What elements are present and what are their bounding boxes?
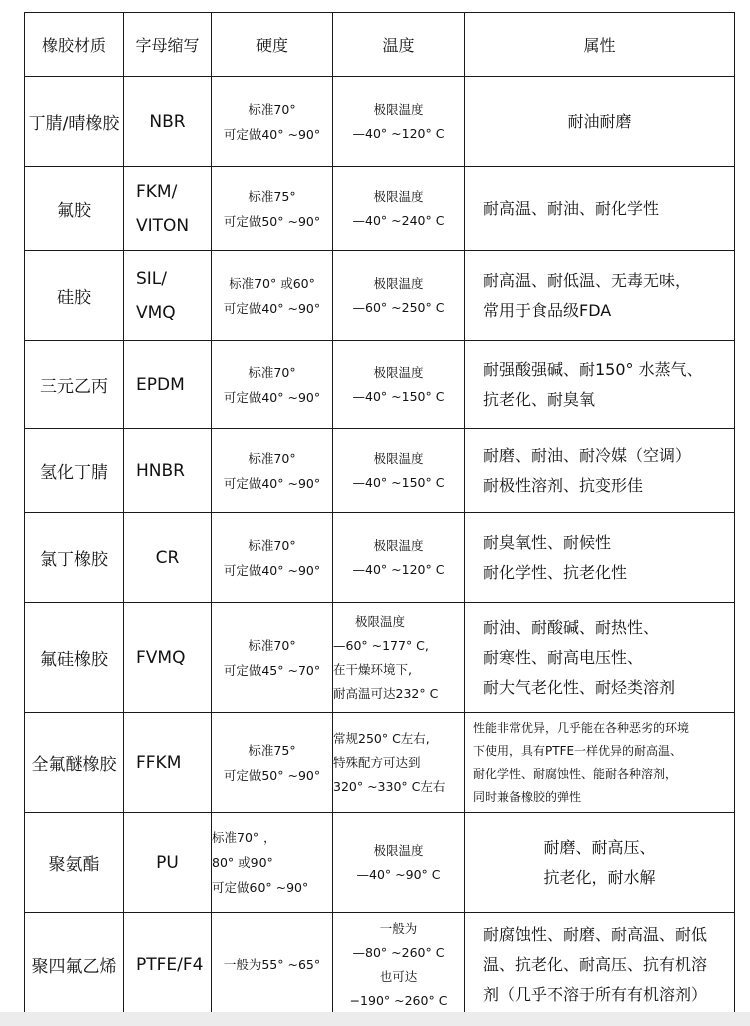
header-row [25,13,735,77]
properties-cell: 耐高温、耐油、耐化学性 [465,167,735,251]
temperature-cell: 极限温度 —40° ~120° C [333,513,465,603]
material-name: 聚氨酯 [25,813,124,913]
header-temperature: 温度 [333,13,465,77]
temperature-cell: 极限温度 —60° ~250° C [333,251,465,341]
hardness-cell: 标准70° 可定做45° ~70° [212,603,333,713]
material-name: 聚四氟乙烯 [25,913,124,1017]
properties-cell: 耐强酸强碱、耐150° 水蒸气、 抗老化、耐臭氧 [465,341,735,429]
properties-cell: 耐腐蚀性、耐磨、耐高温、耐低 温、抗老化、耐高压、抗有机溶 剂（几乎不溶于所有有机溶剂） [465,913,735,1017]
material-abbr: EPDM [124,341,212,429]
hardness-cell: 标准75° 可定做50° ~90° [212,167,333,251]
header-properties: 属性 [465,13,735,77]
hardness-cell: 标准75° 可定做50° ~90° [212,713,333,813]
temperature-cell: 极限温度 —40° ~150° C [333,341,465,429]
material-name: 丁腈/晴橡胶 [25,77,124,167]
hardness-cell: 标准70° ， 80° 或90° 可定做60° ~90° [212,813,333,913]
table-row [25,429,735,513]
table-row [25,913,735,1017]
material-abbr: FFKM [124,713,212,813]
table-row [25,77,735,167]
hardness-cell: 一般为55° ~65° [212,913,333,1017]
material-abbr: HNBR [124,429,212,513]
hardness-cell: 标准70° 可定做40° ~90° [212,341,333,429]
properties-cell: 耐臭氧性、耐候性 耐化学性、抗老化性 [465,513,735,603]
material-name: 全氟醚橡胶 [25,713,124,813]
properties-cell: 耐磨、耐高压、 抗老化，耐水解 [465,813,735,913]
material-name: 氯丁橡胶 [25,513,124,603]
temperature-cell: 极限温度 —40° ~120° C [333,77,465,167]
material-name: 氟胶 [25,167,124,251]
hardness-cell: 标准70° 或60° 可定做40° ~90° [212,251,333,341]
material-abbr: FKM/ VITON [124,167,212,251]
material-abbr: FVMQ [124,603,212,713]
material-abbr: SIL/ VMQ [124,251,212,341]
hardness-cell: 标准70° 可定做40° ~90° [212,513,333,603]
temperature-cell: 极限温度 —40° ~90° C [333,813,465,913]
temperature-cell: 极限温度 —40° ~240° C [333,167,465,251]
material-abbr: PTFE/F4 [124,913,212,1017]
properties-cell: 耐磨、耐油、耐冷媒（空调） 耐极性溶剂、抗变形佳 [465,429,735,513]
temperature-cell: 一般为 —80° ~260° C 也可达 −190° ~260° C [333,913,465,1017]
table-row [25,813,735,913]
material-name: 氟硅橡胶 [25,603,124,713]
material-name: 硅胶 [25,251,124,341]
properties-cell: 耐油耐磨 [465,77,735,167]
material-abbr: PU [124,813,212,913]
header-hardness: 硬度 [212,13,333,77]
table-row [25,341,735,429]
material-abbr: NBR [124,77,212,167]
header-material: 橡胶材质 [25,13,124,77]
properties-cell: 耐油、耐酸碱、耐热性、 耐寒性、耐高电压性、 耐大气老化性、耐烃类溶剂 [465,603,735,713]
bottom-shadow-band [0,1012,750,1026]
hardness-cell: 标准70° 可定做40° ~90° [212,77,333,167]
table-row [25,513,735,603]
rubber-material-table [24,12,735,1017]
material-name: 三元乙丙 [25,341,124,429]
material-abbr: CR [124,513,212,603]
properties-cell: 耐高温、耐低温、无毒无味， 常用于食品级FDA [465,251,735,341]
temperature-cell: 常规250° C左右, 特殊配方可达到 320° ~330° C左右 [333,713,465,813]
material-name: 氢化丁腈 [25,429,124,513]
temperature-cell: 极限温度 —40° ~150° C [333,429,465,513]
hardness-cell: 标准70° 可定做40° ~90° [212,429,333,513]
table-row [25,713,735,813]
table-row [25,603,735,713]
table-row [25,251,735,341]
header-abbreviation: 字母缩写 [124,13,212,77]
table-row [25,167,735,251]
temperature-cell: 极限温度 —60° ~177° C, 在干燥环境下, 耐高温可达232° C [333,603,465,713]
properties-cell: 性能非常优异，几乎能在各种恶劣的环境 下使用，具有PTFE一样优异的耐高温、 耐化学性、耐腐蚀性、能耐各种溶剂， 同时兼备橡胶的弹性 [465,713,735,813]
